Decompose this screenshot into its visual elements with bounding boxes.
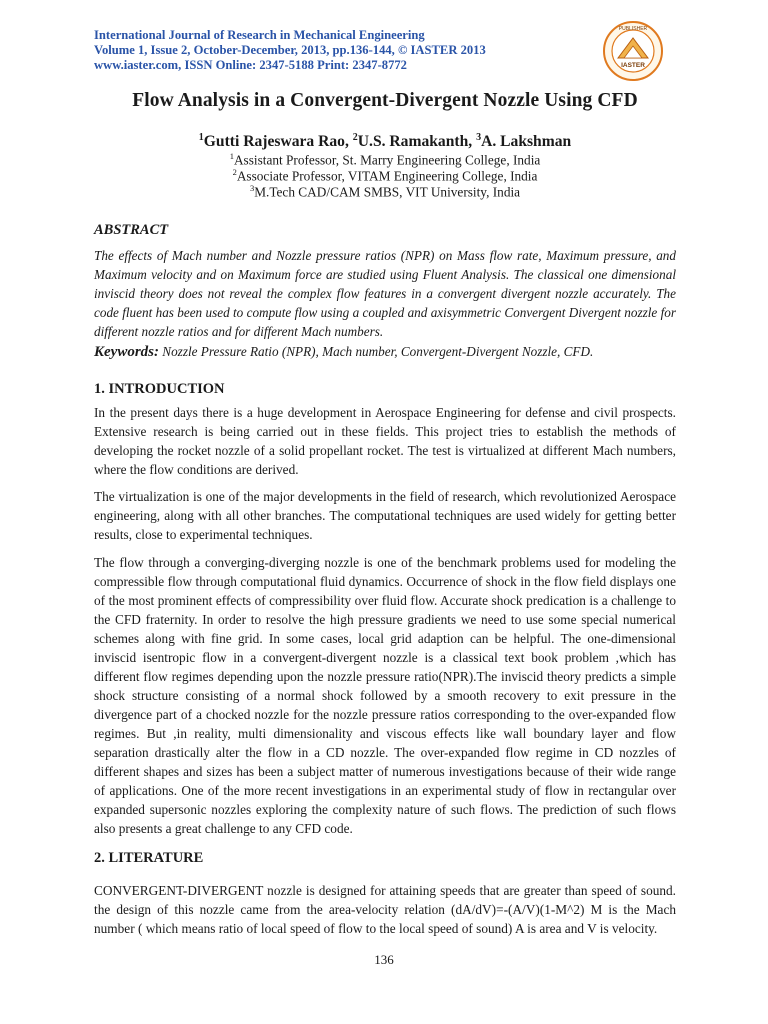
author-name: A. Lakshman	[481, 133, 572, 151]
section-heading: 2. LITERATURE	[94, 850, 204, 866]
page-number: 136	[374, 952, 394, 967]
svg-text:PUBLISHER: PUBLISHER	[618, 26, 648, 32]
abstract-text: The effects of Mach number and Nozzle pressure ratios (NPR) on Mass flow rate, Maximum pressure, and Maximum velocity and on Maximum force are studied using Fluent Analysis. The classical one dimensional inviscid theory does not reveal the complex flow features in a convergent divergent nozzle accurately. The code fluent has been used to compute flow using a coupled and axisymmetric Convergent Divergent nozzle for different nozzle ratios and for different Mach numbers.	[94, 248, 676, 339]
journal-header	[94, 28, 654, 73]
section-heading: 1. INTRODUCTION	[94, 381, 225, 397]
paragraph: The virtualization is one of the major developments in the field of research, which revolutionized Aerospace engineering, along with all other branches. The computational techniques are used widely for getting better results, close to experimental techniques.	[94, 489, 676, 542]
keywords-text: Nozzle Pressure Ratio (NPR), Mach number, Convergent-Divergent Nozzle, CFD.	[159, 344, 594, 359]
affiliation: $^1$Assistant Professor, St. Marry Engineering College, India	[229, 151, 541, 168]
journal-volume: Volume 1, Issue 2, October-December, 2013, pp.136-144, © IASTER 2013	[94, 43, 486, 57]
author-sup: 3	[476, 132, 482, 143]
paper-title: Flow Analysis in a Convergent-Divergent Nozzle Using CFD	[132, 90, 638, 111]
journal-issn: www.iaster.com, ISSN Online: 2347-5188 Print: 2347-8772	[94, 58, 407, 72]
affiliation: $^3$M.Tech CAD/CAM SMBS, VIT University, India	[249, 183, 521, 200]
author-name: Gutti Rajeswara Rao,	[203, 133, 353, 151]
paragraph: The flow through a converging-diverging nozzle is one of the benchmark problems used for modeling the compressible flow through computational fluid dynamics. Occurrence of shock in the flow field displays one of the most prominent effects of compressibility over fluid flow. Accurate shock predication is a challenge to the CFD fraternity. In order to resolve the high pressure gradients we need to use some special numerical schemes along with fine grid. In some cases, local grid adaption can be helpful. The one-dimensional inviscid isentropic flow in a convergent-divergent nozzle is a classical text book problem ,which has different flow regimes depending upon the nozzle pressure ratio(NPR).The inviscid theory predicts a simple shock structure consisting of a normal shock followed by a smooth recovery to exit pressure in the divergence part of a chocked nozzle for the nozzle pressure ratios corresponding to the over-expanded flow regimes. But ,in reality, multi dimensionality and viscous effects like wall boundary layer and flow separation drastically alter the flow in a CD nozzle. The over-expanded flow regime in CD nozzles of different shapes and sizes has been a subject matter of numerous investigations because of their wide range of applications. One of the more recent investigations in an experimental study of flow in rectangular over expanded supersonic nozzles exploring the complexity nature of such flows. The prediction of such flows also presents a great challenge to any CFD code.	[94, 555, 676, 836]
iaster-logo	[602, 20, 664, 82]
author-sup: 1	[198, 132, 204, 143]
abstract-heading: ABSTRACT	[94, 222, 169, 238]
affiliation: $^2$Associate Professor, VITAM Engineering College, India	[232, 167, 538, 184]
author-sup: 2	[352, 132, 358, 143]
author-name: U.S. Ramakanth,	[357, 133, 477, 151]
svg-text:IASTER: IASTER	[621, 62, 645, 69]
keywords-label: Keywords:	[94, 344, 159, 360]
paragraph: In the present days there is a huge development in Aerospace Engineering for defense and civil prospects. Extensive research is being carried out in these fields. This project tries to establish the methods of developing the rocket nozzle of a solid propellant rocket. The test is virtualized at different Mach numbers, where the flow conditions are derived.	[94, 405, 676, 477]
journal-name: International Journal of Research in Mechanical Engineering	[94, 28, 425, 42]
paragraph: CONVERGENT-DIVERGENT nozzle is designed for attaining speeds that are greater than speed of sound. the design of this nozzle came from the area-velocity relation (dA/dV)=-(A/V)(1-M^2) M is the Mach number ( which means ratio of local speed of flow to the local speed of sound) A is area and V is velocity.	[94, 883, 676, 936]
keywords	[94, 344, 694, 361]
author-list	[40, 132, 730, 151]
